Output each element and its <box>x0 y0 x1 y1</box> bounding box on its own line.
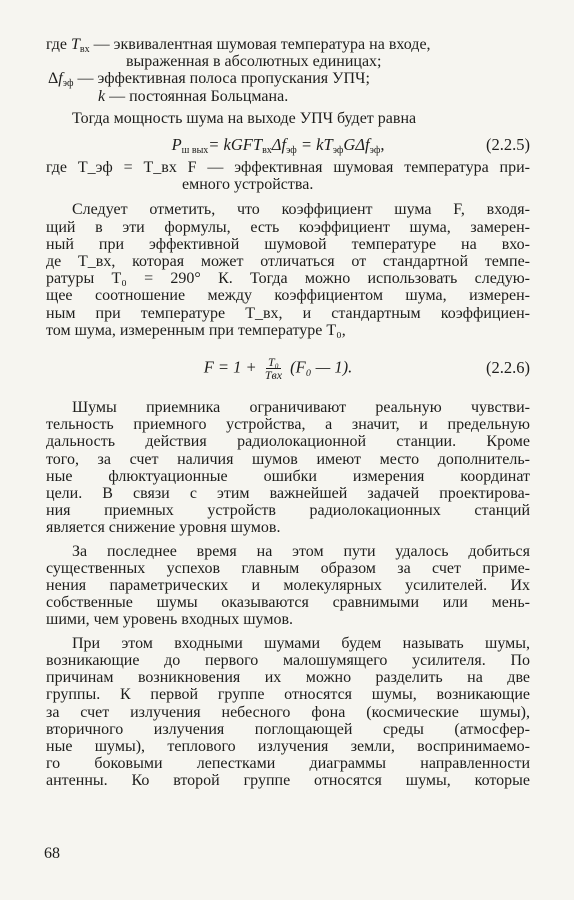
text-line: ные флюктуационные ошибки измерения координат <box>46 467 530 485</box>
text-line: го боковыми лепестками диаграммы направленности <box>46 755 530 773</box>
text-line: ния приемных устройств радиолокационных станций <box>46 502 530 520</box>
definition-2 <box>46 159 530 193</box>
text-line: Шумы приемника ограничивают реальную чувстви- <box>72 399 530 417</box>
equation-2-2-5 <box>46 134 530 156</box>
paragraph-2 <box>46 399 530 537</box>
text-line: ный при эффективной шумовой температуре на вхо- <box>46 235 530 253</box>
text-line: емного устройства. <box>182 176 314 194</box>
text-line: группы. К первой группе относятся шумы, возникающие <box>46 686 530 704</box>
text-line: цели. В связи с этим важнейшей задачей проектирова- <box>46 485 530 503</box>
text-line: за счет излучения небесного фона (космические шумы), <box>46 703 530 721</box>
text-line: шими, чем уровень входных шумов. <box>46 611 293 629</box>
page-body <box>46 36 530 790</box>
text-line: ные шумы), теплового излучения земли, воспринимаемо- <box>46 737 530 755</box>
fraction: $\frac{\text{T₀}}{\text{Tвх}}$ <box>264 354 283 382</box>
text-line: где T_эф = T_вх F — эффективная шумовая температура при- <box>46 159 530 177</box>
text-line: том шума, измеренным при температуре T₀, <box>46 321 346 339</box>
equation-number: (2.2.6) <box>486 358 530 378</box>
text-line: нения параметрических и молекулярных усилителей. Их <box>46 577 530 595</box>
equation-body: F = 1 + $\frac{\text{T₀}}{\text{Tвх}}$ (F₀ — 1). <box>203 354 353 382</box>
text-line: того, за счет наличия шумов имеют место дополнитель- <box>46 450 530 468</box>
text-line: тельность приемного устройства, а значит, и предельную <box>46 416 530 434</box>
text-line: За последнее время на этом пути удалось добиться <box>72 542 530 560</box>
text-line: является снижение уровня шумов. <box>46 519 281 537</box>
text-line: ным при температуре T_вх, и стандартным коэффициен- <box>46 304 530 322</box>
definition-line: k — постоянная Больцмана. <box>98 87 289 105</box>
equation-body: $P_{ш вых}=$ $kGFT_{вх}\Delta f_{эф} = kT_{эф}G\Delta f_{эф}$, <box>171 135 385 157</box>
text-line: вторичного излучения поглощающей среды (атмосфер- <box>46 720 530 738</box>
text-line: При этом входными шумами будем называть шумы, <box>72 634 530 652</box>
text-line: дальность действия радиолокационной станции. Кроме <box>46 433 530 451</box>
text-line: Следует отметить, что коэффициент шума F, входя- <box>72 201 530 219</box>
text-line: возникающие до первого малошумящего усилителя. По <box>46 651 530 669</box>
equation-number: (2.2.5) <box>486 135 530 155</box>
paragraph-4 <box>46 635 530 790</box>
paragraph-3 <box>46 543 530 629</box>
definition-line: $\Delta f_{эф}$ — эффективная полоса пропускания УПЧ; <box>48 70 370 90</box>
text-line: щий в эти формулы, есть коэффициент шума, замерен- <box>46 218 530 236</box>
text-line: существенных успехов главным образом за счет приме- <box>46 559 530 577</box>
page-number: 68 <box>44 845 60 862</box>
text-line: ратуры T₀ = 290° К. Тогда можно использовать следую- <box>46 270 530 288</box>
definition-line: выраженная в абсолютных единицах; <box>126 53 382 71</box>
paragraph-1 <box>46 201 530 339</box>
text-line: щее соотношение между коэффициентом шума, измерен- <box>46 287 530 305</box>
intro-line: Тогда мощность шума на выходе УПЧ будет равна <box>72 109 417 127</box>
definition-line: где $T_{вх}$ — эквивалентная шумовая температура на входе, <box>46 36 431 55</box>
equation-2-2-6 <box>46 351 530 385</box>
text-line: собственные шумы оказываются сравнимыми или мень- <box>46 594 530 612</box>
text-line: антенны. Ко второй группе относятся шумы, которые <box>46 772 530 790</box>
text-line: причинам возникновения их можно разделить на две <box>46 669 530 687</box>
text-line: де T_вх, которая может отличаться от стандартной темпе- <box>46 253 530 271</box>
definitions <box>46 36 530 105</box>
